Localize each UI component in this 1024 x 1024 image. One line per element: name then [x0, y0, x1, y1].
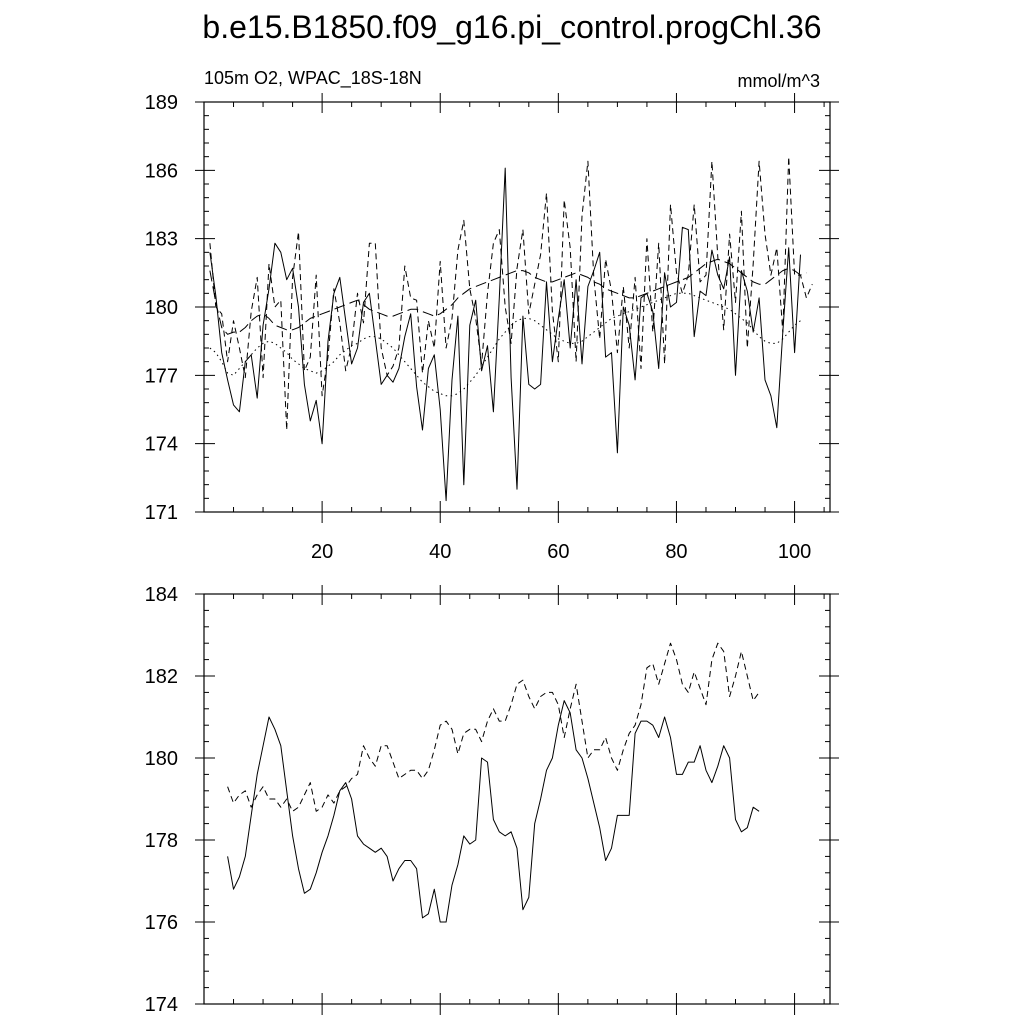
figure-title: b.e15.B1850.f09_g16.pi_control.progChl.36	[202, 9, 822, 45]
top-panel	[145, 68, 839, 563]
x-tick-label: 100	[777, 541, 812, 563]
series-line-solid	[228, 701, 760, 922]
y-tick-label: 180	[144, 748, 178, 770]
top-plot-frame	[204, 102, 830, 512]
y-tick-label: 180	[144, 297, 178, 319]
bottom-panel-tick-labels	[145, 584, 178, 1016]
x-tick-label: 40	[429, 541, 452, 563]
series-line-solid	[210, 168, 801, 501]
series-line-dashed	[210, 157, 812, 430]
x-tick-label: 60	[547, 541, 570, 563]
y-tick-label: 176	[144, 912, 178, 934]
top-panel-series	[210, 157, 812, 501]
y-tick-label: 178	[144, 830, 178, 852]
x-tick-label: 80	[665, 541, 688, 563]
y-tick-label: 182	[144, 666, 178, 688]
bottom-panel-series	[228, 643, 760, 922]
x-tick-label: 20	[310, 541, 334, 563]
y-tick-label: 189	[144, 92, 178, 114]
series-line-dashed	[228, 643, 760, 811]
y-tick-label: 177	[144, 365, 178, 388]
y-tick-label: 184	[144, 584, 178, 606]
y-tick-label: 174	[144, 994, 178, 1016]
y-tick-label: 171	[144, 502, 178, 524]
bottom-panel	[145, 584, 839, 1016]
panel-left-label: 105m O2, WPAC_18S-18N	[204, 68, 422, 88]
panel-units-label: mmol/m^3	[737, 71, 820, 91]
bottom-plot-frame	[204, 594, 830, 1004]
y-tick-label: 186	[144, 160, 178, 183]
y-tick-label: 174	[144, 433, 178, 456]
bottom-panel-ticks	[195, 585, 839, 1015]
y-tick-label: 183	[144, 228, 178, 251]
